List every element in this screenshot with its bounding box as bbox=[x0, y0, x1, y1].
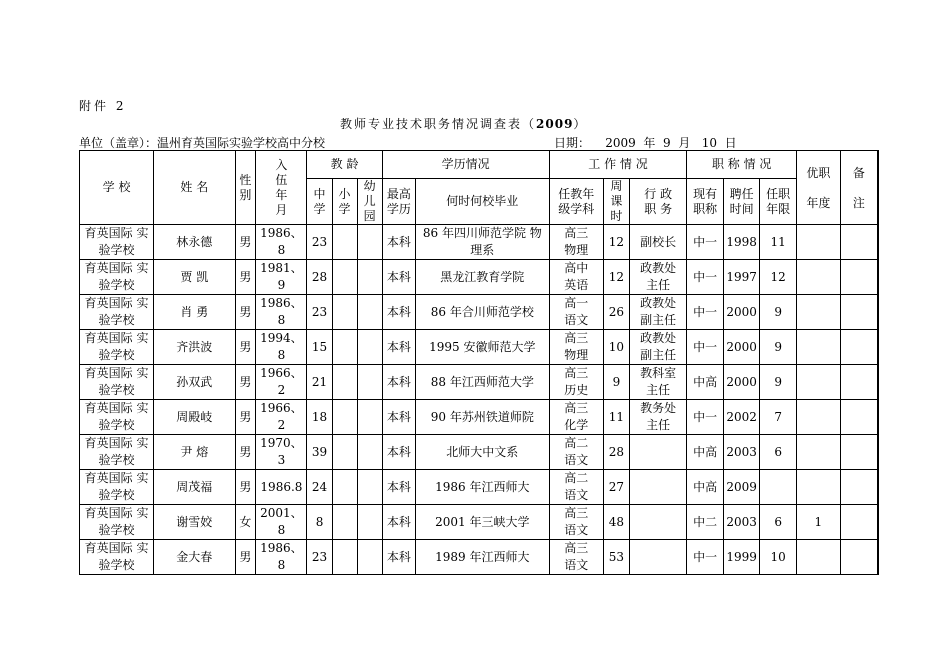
table-row bbox=[80, 400, 879, 435]
cell-weekly: 10 bbox=[603, 330, 629, 365]
col-work: 工 作 情 况 bbox=[549, 151, 687, 179]
cell-enlist: 1966、2 bbox=[256, 400, 307, 435]
cell-years: 9 bbox=[760, 330, 797, 365]
cell-subject: 高三 语文 bbox=[549, 505, 603, 540]
cell-hire-time: 1997 bbox=[723, 260, 760, 295]
cell-middle: 39 bbox=[307, 435, 332, 470]
cell-school: 育英国际 实验学校 bbox=[80, 435, 154, 470]
table-row bbox=[80, 470, 879, 505]
col-years: 任职 年限 bbox=[760, 179, 797, 225]
cell-excellent bbox=[796, 400, 840, 435]
cell-primary bbox=[332, 365, 357, 400]
cell-remark bbox=[840, 435, 878, 470]
cell-graduated: 88 年江西师范大学 bbox=[416, 365, 550, 400]
cell-degree: 本科 bbox=[382, 330, 415, 365]
cell-subject: 高三 语文 bbox=[549, 540, 603, 575]
col-remark bbox=[840, 151, 878, 225]
cell-kinder bbox=[357, 505, 382, 540]
cell-weekly: 11 bbox=[603, 400, 629, 435]
col-middle: 中 学 bbox=[307, 179, 332, 225]
col-subject: 任教年 级学科 bbox=[549, 179, 603, 225]
cell-degree: 本科 bbox=[382, 260, 415, 295]
col-kinder: 幼 儿 园 bbox=[357, 179, 382, 225]
cell-degree: 本科 bbox=[382, 470, 415, 505]
cell-middle: 23 bbox=[307, 295, 332, 330]
col-name: 姓 名 bbox=[154, 151, 235, 225]
cell-years bbox=[760, 470, 797, 505]
cell-remark bbox=[840, 470, 878, 505]
cell-gender: 男 bbox=[235, 225, 256, 260]
cell-primary bbox=[332, 330, 357, 365]
cell-gender: 女 bbox=[235, 505, 256, 540]
cell-primary bbox=[332, 435, 357, 470]
survey-table-wrapper bbox=[79, 150, 879, 575]
col-teach-age: 教 龄 bbox=[307, 151, 382, 179]
cell-gender: 男 bbox=[235, 260, 256, 295]
cell-remark bbox=[840, 225, 878, 260]
cell-subject: 高二 语文 bbox=[549, 470, 603, 505]
cell-kinder bbox=[357, 435, 382, 470]
col-remark-bottom: 注 bbox=[852, 195, 865, 210]
cell-hire-time: 2003 bbox=[723, 505, 760, 540]
col-school: 学 校 bbox=[80, 151, 154, 225]
cell-school: 育英国际 实验学校 bbox=[80, 400, 154, 435]
cell-degree: 本科 bbox=[382, 225, 415, 260]
cell-remark bbox=[840, 540, 878, 575]
cell-weekly: 48 bbox=[603, 505, 629, 540]
cell-weekly: 26 bbox=[603, 295, 629, 330]
cell-excellent bbox=[796, 540, 840, 575]
col-current-title: 现有 职称 bbox=[687, 179, 724, 225]
cell-admin bbox=[629, 505, 686, 540]
col-weekly: 周 课 时 bbox=[603, 179, 629, 225]
cell-graduated: 黑龙江教育学院 bbox=[416, 260, 550, 295]
cell-middle: 24 bbox=[307, 470, 332, 505]
cell-gender: 男 bbox=[235, 295, 256, 330]
cell-name: 林永德 bbox=[154, 225, 235, 260]
cell-remark bbox=[840, 505, 878, 540]
cell-school: 育英国际 实验学校 bbox=[80, 295, 154, 330]
cell-gender: 男 bbox=[235, 435, 256, 470]
cell-primary bbox=[332, 295, 357, 330]
cell-middle: 8 bbox=[307, 505, 332, 540]
cell-weekly: 9 bbox=[603, 365, 629, 400]
cell-current-title: 中一 bbox=[687, 540, 724, 575]
cell-gender: 男 bbox=[235, 365, 256, 400]
table-row bbox=[80, 295, 879, 330]
cell-admin bbox=[629, 435, 686, 470]
cell-degree: 本科 bbox=[382, 435, 415, 470]
cell-name: 齐洪波 bbox=[154, 330, 235, 365]
cell-weekly: 12 bbox=[603, 260, 629, 295]
cell-years: 9 bbox=[760, 365, 797, 400]
col-gender: 性 别 bbox=[235, 151, 256, 225]
col-hire-time: 聘任 时间 bbox=[723, 179, 760, 225]
col-degree: 最高 学历 bbox=[382, 179, 415, 225]
cell-primary bbox=[332, 470, 357, 505]
cell-subject: 高二 语文 bbox=[549, 435, 603, 470]
cell-current-title: 中一 bbox=[687, 260, 724, 295]
cell-excellent bbox=[796, 330, 840, 365]
cell-excellent bbox=[796, 225, 840, 260]
cell-weekly: 53 bbox=[603, 540, 629, 575]
cell-excellent: 1 bbox=[796, 505, 840, 540]
title-text: 教师专业技术职务情况调查表（ bbox=[340, 117, 537, 131]
cell-current-title: 中一 bbox=[687, 330, 724, 365]
cell-graduated: 86 年合川师范学校 bbox=[416, 295, 550, 330]
document-title bbox=[340, 115, 587, 132]
cell-remark bbox=[840, 330, 878, 365]
cell-degree: 本科 bbox=[382, 505, 415, 540]
cell-hire-time: 2000 bbox=[723, 330, 760, 365]
col-remark-top: 备 bbox=[852, 165, 865, 180]
cell-primary bbox=[332, 540, 357, 575]
cell-graduated: 90 年苏州铁道师院 bbox=[416, 400, 550, 435]
cell-remark bbox=[840, 260, 878, 295]
cell-admin: 政教处 副主任 bbox=[629, 295, 686, 330]
cell-weekly: 28 bbox=[603, 435, 629, 470]
cell-years: 6 bbox=[760, 505, 797, 540]
cell-enlist: 2001、8 bbox=[256, 505, 307, 540]
cell-graduated: 北师大中文系 bbox=[416, 435, 550, 470]
cell-subject: 高三 物理 bbox=[549, 225, 603, 260]
cell-excellent bbox=[796, 260, 840, 295]
cell-hire-time: 2003 bbox=[723, 435, 760, 470]
cell-gender: 男 bbox=[235, 470, 256, 505]
cell-enlist: 1986.8 bbox=[256, 470, 307, 505]
cell-hire-time: 1998 bbox=[723, 225, 760, 260]
cell-subject: 高中 英语 bbox=[549, 260, 603, 295]
cell-kinder bbox=[357, 260, 382, 295]
cell-school: 育英国际 实验学校 bbox=[80, 260, 154, 295]
col-graduated: 何时何校毕业 bbox=[416, 179, 550, 225]
cell-enlist: 1986、8 bbox=[256, 225, 307, 260]
cell-years: 11 bbox=[760, 225, 797, 260]
col-excellent bbox=[796, 151, 840, 225]
cell-admin bbox=[629, 470, 686, 505]
cell-name: 金大春 bbox=[154, 540, 235, 575]
cell-gender: 男 bbox=[235, 330, 256, 365]
cell-excellent bbox=[796, 295, 840, 330]
cell-years: 9 bbox=[760, 295, 797, 330]
attachment-label: 附件 2 bbox=[79, 99, 127, 113]
cell-enlist: 1981、9 bbox=[256, 260, 307, 295]
cell-primary bbox=[332, 505, 357, 540]
cell-name: 尹 熔 bbox=[154, 435, 235, 470]
header-row-1 bbox=[80, 151, 879, 179]
cell-weekly: 12 bbox=[603, 225, 629, 260]
cell-subject: 高三 化学 bbox=[549, 400, 603, 435]
table-row bbox=[80, 505, 879, 540]
cell-admin bbox=[629, 540, 686, 575]
cell-name: 周茂福 bbox=[154, 470, 235, 505]
cell-graduated: 86 年四川师范学院 物理系 bbox=[416, 225, 550, 260]
cell-gender: 男 bbox=[235, 400, 256, 435]
cell-graduated: 1986 年江西师大 bbox=[416, 470, 550, 505]
cell-degree: 本科 bbox=[382, 365, 415, 400]
cell-current-title: 中高 bbox=[687, 470, 724, 505]
table-row bbox=[80, 540, 879, 575]
cell-middle: 23 bbox=[307, 225, 332, 260]
cell-kinder bbox=[357, 365, 382, 400]
table-row bbox=[80, 435, 879, 470]
cell-school: 育英国际 实验学校 bbox=[80, 540, 154, 575]
cell-admin: 教务处 主任 bbox=[629, 400, 686, 435]
col-enlist: 入 伍 年 月 bbox=[256, 151, 307, 225]
cell-weekly: 27 bbox=[603, 470, 629, 505]
cell-name: 周殿岐 bbox=[154, 400, 235, 435]
cell-enlist: 1986、8 bbox=[256, 295, 307, 330]
cell-excellent bbox=[796, 435, 840, 470]
cell-middle: 15 bbox=[307, 330, 332, 365]
cell-school: 育英国际 实验学校 bbox=[80, 365, 154, 400]
cell-hire-time: 2000 bbox=[723, 365, 760, 400]
cell-current-title: 中一 bbox=[687, 295, 724, 330]
table-body bbox=[80, 225, 879, 575]
cell-degree: 本科 bbox=[382, 400, 415, 435]
col-excellent-top: 优职 bbox=[806, 165, 831, 180]
cell-years: 10 bbox=[760, 540, 797, 575]
cell-remark bbox=[840, 400, 878, 435]
cell-school: 育英国际 实验学校 bbox=[80, 470, 154, 505]
cell-enlist: 1986、8 bbox=[256, 540, 307, 575]
cell-kinder bbox=[357, 330, 382, 365]
col-title-info: 职 称 情 况 bbox=[687, 151, 797, 179]
cell-primary bbox=[332, 260, 357, 295]
cell-name: 谢雪姣 bbox=[154, 505, 235, 540]
cell-years: 12 bbox=[760, 260, 797, 295]
cell-years: 7 bbox=[760, 400, 797, 435]
cell-hire-time: 2000 bbox=[723, 295, 760, 330]
cell-current-title: 中一 bbox=[687, 225, 724, 260]
cell-enlist: 1994、8 bbox=[256, 330, 307, 365]
date-line: 日期： 2009 年 9 月 10 日 bbox=[554, 136, 737, 150]
cell-admin: 政教处 副主任 bbox=[629, 330, 686, 365]
cell-school: 育英国际 实验学校 bbox=[80, 330, 154, 365]
cell-subject: 高三 物理 bbox=[549, 330, 603, 365]
cell-school: 育英国际 实验学校 bbox=[80, 225, 154, 260]
cell-kinder bbox=[357, 400, 382, 435]
survey-table bbox=[79, 150, 879, 575]
table-row bbox=[80, 225, 879, 260]
cell-kinder bbox=[357, 225, 382, 260]
cell-middle: 23 bbox=[307, 540, 332, 575]
cell-gender: 男 bbox=[235, 540, 256, 575]
col-education: 学历情况 bbox=[382, 151, 549, 179]
cell-middle: 28 bbox=[307, 260, 332, 295]
table-header bbox=[80, 151, 879, 225]
cell-kinder bbox=[357, 470, 382, 505]
cell-excellent bbox=[796, 470, 840, 505]
cell-current-title: 中一 bbox=[687, 400, 724, 435]
cell-hire-time: 1999 bbox=[723, 540, 760, 575]
table-row bbox=[80, 260, 879, 295]
cell-remark bbox=[840, 295, 878, 330]
cell-degree: 本科 bbox=[382, 295, 415, 330]
cell-degree: 本科 bbox=[382, 540, 415, 575]
cell-current-title: 中高 bbox=[687, 365, 724, 400]
cell-years: 6 bbox=[760, 435, 797, 470]
title-close: ） bbox=[573, 117, 588, 131]
cell-admin: 政教处 主任 bbox=[629, 260, 686, 295]
cell-hire-time: 2009 bbox=[723, 470, 760, 505]
table-row bbox=[80, 365, 879, 400]
cell-name: 肖 勇 bbox=[154, 295, 235, 330]
cell-middle: 18 bbox=[307, 400, 332, 435]
cell-middle: 21 bbox=[307, 365, 332, 400]
title-year: 2009 bbox=[536, 117, 574, 131]
cell-name: 孙双武 bbox=[154, 365, 235, 400]
cell-primary bbox=[332, 400, 357, 435]
col-admin: 行 政 职 务 bbox=[629, 179, 686, 225]
cell-graduated: 2001 年三峡大学 bbox=[416, 505, 550, 540]
cell-kinder bbox=[357, 295, 382, 330]
cell-school: 育英国际 实验学校 bbox=[80, 505, 154, 540]
cell-enlist: 1966、2 bbox=[256, 365, 307, 400]
cell-subject: 高一 语文 bbox=[549, 295, 603, 330]
cell-admin: 教科室 主任 bbox=[629, 365, 686, 400]
cell-primary bbox=[332, 225, 357, 260]
table-row bbox=[80, 330, 879, 365]
cell-remark bbox=[840, 365, 878, 400]
cell-admin: 副校长 bbox=[629, 225, 686, 260]
cell-graduated: 1995 安徽师范大学 bbox=[416, 330, 550, 365]
unit-line: 单位（盖章）：温州育英国际实验学校高中分校 bbox=[79, 136, 326, 150]
cell-excellent bbox=[796, 365, 840, 400]
cell-subject: 高三 历史 bbox=[549, 365, 603, 400]
cell-enlist: 1970、3 bbox=[256, 435, 307, 470]
cell-hire-time: 2002 bbox=[723, 400, 760, 435]
cell-name: 贾 凯 bbox=[154, 260, 235, 295]
col-primary: 小 学 bbox=[332, 179, 357, 225]
cell-kinder bbox=[357, 540, 382, 575]
cell-current-title: 中二 bbox=[687, 505, 724, 540]
col-excellent-bottom: 年度 bbox=[806, 195, 831, 210]
cell-graduated: 1989 年江西师大 bbox=[416, 540, 550, 575]
cell-current-title: 中高 bbox=[687, 435, 724, 470]
